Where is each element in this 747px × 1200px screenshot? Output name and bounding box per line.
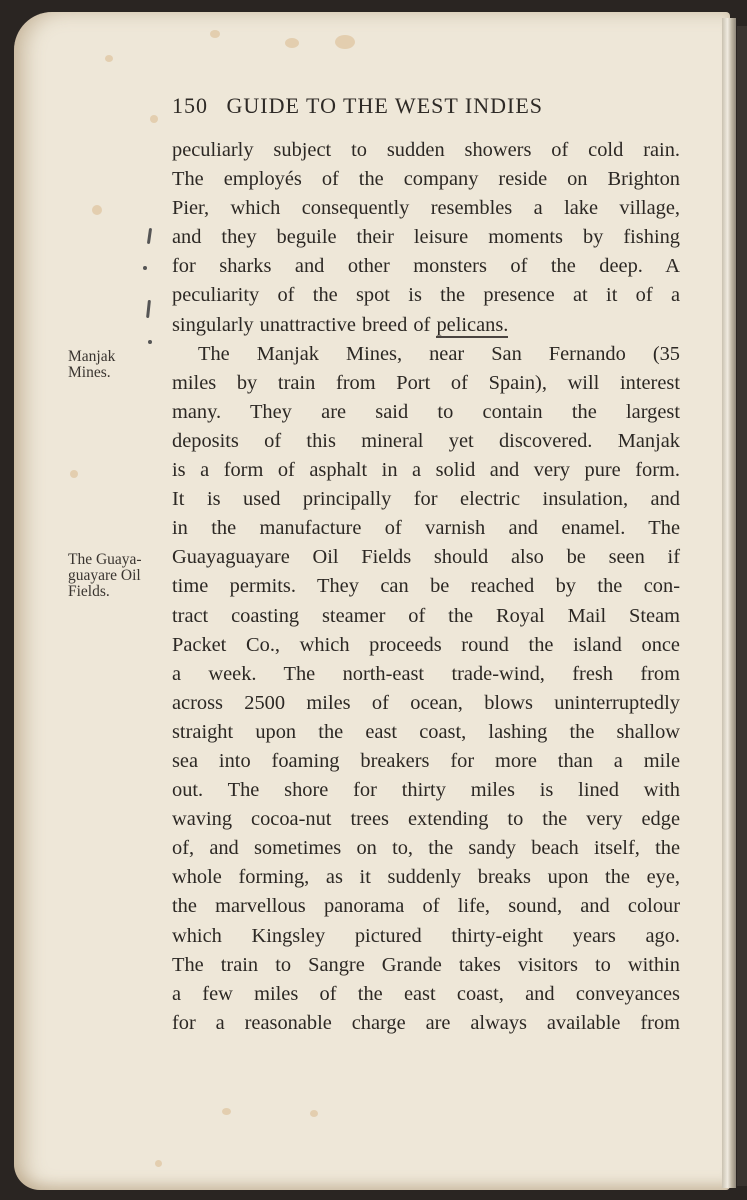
margin-note-line: guayare Oil (68, 567, 141, 584)
text-fragment: singularly unattractive breed of (172, 313, 431, 336)
text-line: of, and sometimes on to, the sandy beach itself, the (172, 837, 680, 860)
foxing-stain (285, 38, 299, 48)
foxing-stain (222, 1108, 231, 1115)
text-line: deposits of this mineral yet discovered. Manjak (172, 429, 680, 452)
margin-note-line: Fields. (68, 583, 110, 600)
binding-edge (737, 26, 747, 1186)
foxing-stain (155, 1160, 162, 1167)
text-line: in the manufacture of varnish and enamel. The (172, 517, 680, 540)
text-line: The train to Sangre Grande takes visitors to within (172, 953, 680, 976)
text-line: peculiarly subject to sudden showers of cold rain. (172, 139, 680, 161)
text-line: miles by train from Port of Spain), will interest (172, 371, 680, 394)
margin-note-guayaguayare (68, 552, 168, 600)
text-line: which Kingsley pictured thirty-eight years ago. (172, 924, 680, 947)
body-text (172, 136, 680, 1038)
margin-note-line: Manjak (68, 348, 116, 365)
text-line: across 2500 miles of ocean, blows uninterruptedly (172, 691, 680, 714)
foxing-stain (310, 1110, 318, 1117)
text-line: Packet Co., which proceeds round the island once (172, 633, 680, 656)
text-line: waving cocoa-nut trees extending to the very edge (172, 808, 680, 831)
text-line: whole forming, as it suddenly breaks upon the eye, (172, 866, 680, 889)
text-line: for a reasonable charge are always available from (172, 1011, 680, 1034)
text-line: time permits. They can be reached by the con- (172, 575, 680, 598)
foxing-stain (92, 205, 102, 215)
pencil-mark (148, 340, 152, 344)
running-header (172, 93, 642, 119)
text-line: and they beguile their leisure moments by fishing (172, 226, 680, 249)
foxing-stain (105, 55, 113, 62)
text-line: tract coasting steamer of the Royal Mail Steam (172, 604, 680, 627)
text-line: many. They are said to contain the largest (172, 400, 680, 423)
text-line: a few miles of the east coast, and conveyances (172, 982, 680, 1005)
text-line: sea into foaming breakers for more than a mile (172, 749, 680, 772)
text-line: The Manjak Mines, near San Fernando (35 (198, 342, 680, 365)
margin-note-manjak (68, 349, 168, 381)
text-line: The employés of the company reside on Brighton (172, 168, 680, 191)
text-line: a week. The north-east trade-wind, fresh from (172, 662, 680, 685)
margin-note-line: The Guaya- (68, 551, 142, 568)
text-line: peculiarity of the spot is the presence at it of a (172, 284, 680, 307)
underlined-word: pelicans. (436, 313, 509, 336)
foxing-stain (150, 115, 158, 123)
running-title: GUIDE TO THE WEST INDIES (226, 93, 544, 118)
text-line (172, 311, 680, 340)
text-line: the marvellous panorama of life, sound, and colour (172, 895, 680, 918)
foxing-stain (210, 30, 220, 38)
foxing-stain (70, 470, 78, 478)
text-line: Pier, which consequently resembles a lake village, (172, 197, 680, 220)
text-line: out. The shore for thirty miles is lined with (172, 779, 680, 802)
text-line: Guayaguayare Oil Fields should also be seen if (172, 546, 680, 569)
foxing-stain (335, 35, 355, 49)
text-line: is a form of asphalt in a solid and very pure form. (172, 459, 680, 482)
pencil-mark (143, 266, 147, 270)
text-line: straight upon the east coast, lashing the shallow (172, 720, 680, 743)
page-number: 150 (172, 93, 208, 118)
text-line: It is used principally for electric insulation, and (172, 488, 680, 511)
page-edge (722, 18, 736, 1188)
margin-note-line: Mines. (68, 364, 111, 381)
text-line: for sharks and other monsters of the deep. A (172, 255, 680, 278)
